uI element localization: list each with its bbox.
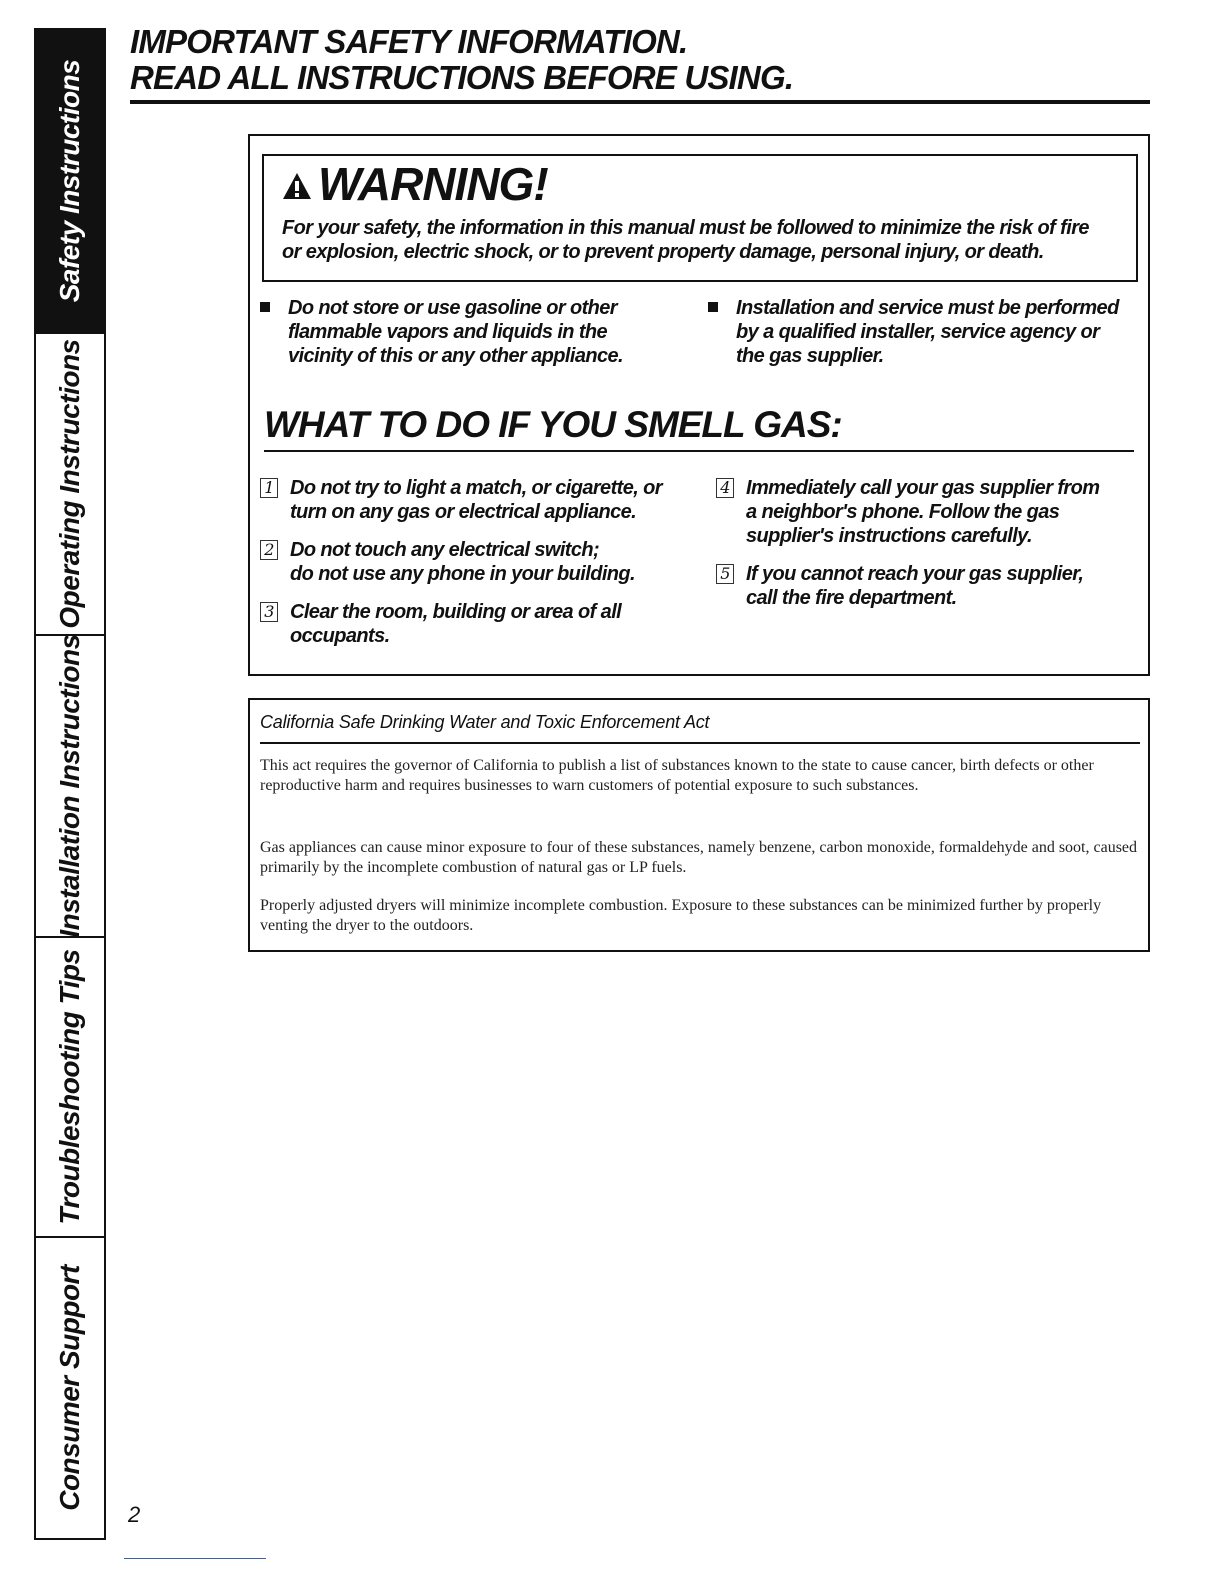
gas-step xyxy=(260,538,690,588)
gas-step xyxy=(260,476,690,526)
bullet-line: Installation and service must be performed xyxy=(736,297,1119,319)
step-line: occupants. xyxy=(290,625,390,647)
california-paragraph: Gas appliances can cause minor exposure to four of these substances, namely benzene, carbon monoxide, formaldehyde and soot, caused primarily by the incomplete combustion of natural gas or LP fuels. xyxy=(260,839,1138,876)
tab-installation-instructions[interactable] xyxy=(36,636,104,938)
warning-title-text: WARNING! xyxy=(318,158,548,210)
page-heading xyxy=(130,24,1150,104)
step-number: 4 xyxy=(716,478,734,498)
gas-step xyxy=(260,600,690,650)
warning-triangle-icon xyxy=(282,172,312,200)
california-title: California Safe Drinking Water and Toxic Enforcement Act xyxy=(260,710,1140,744)
gas-step xyxy=(716,562,1136,612)
bullet-line: by a qualified installer, service agency or xyxy=(736,321,1100,343)
tab-label: Operating Instructions xyxy=(54,339,85,629)
step-line: If you cannot reach your gas supplier, xyxy=(746,563,1084,585)
bullet-line: vicinity of this or any other appliance. xyxy=(288,345,623,367)
heading-line-2: READ ALL INSTRUCTIONS BEFORE USING. xyxy=(130,59,794,96)
warning-title xyxy=(282,158,548,210)
page-number: 2 xyxy=(128,1502,141,1527)
step-line: a neighbor's phone. Follow the gas xyxy=(746,501,1060,523)
step-line: Clear the room, building or area of all xyxy=(290,601,622,623)
footer-rule xyxy=(124,1558,266,1559)
bullet-line: Do not store or use gasoline or other xyxy=(288,297,617,319)
california-paragraph: This act requires the governor of California to publish a list of substances known to the state to cause cancer, birth defects or other reproductive harm and requires businesses to warn customers of potential exposure to such substances. xyxy=(260,757,1094,794)
warning-bullet xyxy=(260,296,680,372)
gas-heading: WHAT TO DO IF YOU SMELL GAS: xyxy=(264,404,1134,452)
warning-text-line-2: or explosion, electric shock, or to prevent property damage, personal injury, or death. xyxy=(282,241,1044,263)
warning-text-line-1: For your safety, the information in this manual must be followed to minimize the risk of fire xyxy=(282,217,1089,239)
step-line: do not use any phone in your building. xyxy=(290,563,635,585)
gas-step xyxy=(716,476,1136,550)
tab-label: Consumer Support xyxy=(54,1265,85,1511)
california-paragraph: Properly adjusted dryers will minimize incomplete combustion. Exposure to these substances can be minimized further by properly venting the dryer to the outdoors. xyxy=(260,897,1102,934)
tab-label: Installation Instructions xyxy=(54,634,85,938)
step-number: 2 xyxy=(260,540,278,560)
warning-bullet xyxy=(708,296,1138,372)
bullet-line: the gas supplier. xyxy=(736,345,884,367)
step-line: Do not try to light a match, or cigarette, or xyxy=(290,477,662,499)
step-line: turn on any gas or electrical appliance. xyxy=(290,501,637,523)
step-number: 5 xyxy=(716,564,734,584)
step-line: call the fire department. xyxy=(746,587,957,609)
bullet-square-icon xyxy=(260,302,270,312)
step-number: 3 xyxy=(260,602,278,622)
step-line: supplier's instructions carefully. xyxy=(746,525,1032,547)
step-line: Do not touch any electrical switch; xyxy=(290,539,600,561)
tab-consumer-support[interactable] xyxy=(36,1238,104,1538)
tab-safety-instructions[interactable] xyxy=(36,30,104,334)
heading-line-1: IMPORTANT SAFETY INFORMATION. xyxy=(130,23,688,60)
tab-label: Troubleshooting Tips xyxy=(54,949,85,1225)
step-number: 1 xyxy=(260,478,278,498)
bullet-square-icon xyxy=(708,302,718,312)
step-line: Immediately call your gas supplier from xyxy=(746,477,1100,499)
tab-troubleshooting-tips[interactable] xyxy=(36,938,104,1238)
section-tab-sidebar xyxy=(34,28,106,1540)
tab-operating-instructions[interactable] xyxy=(36,334,104,636)
bullet-line: flammable vapors and liquids in the xyxy=(288,321,608,343)
tab-label: Safety Instructions xyxy=(54,59,85,303)
